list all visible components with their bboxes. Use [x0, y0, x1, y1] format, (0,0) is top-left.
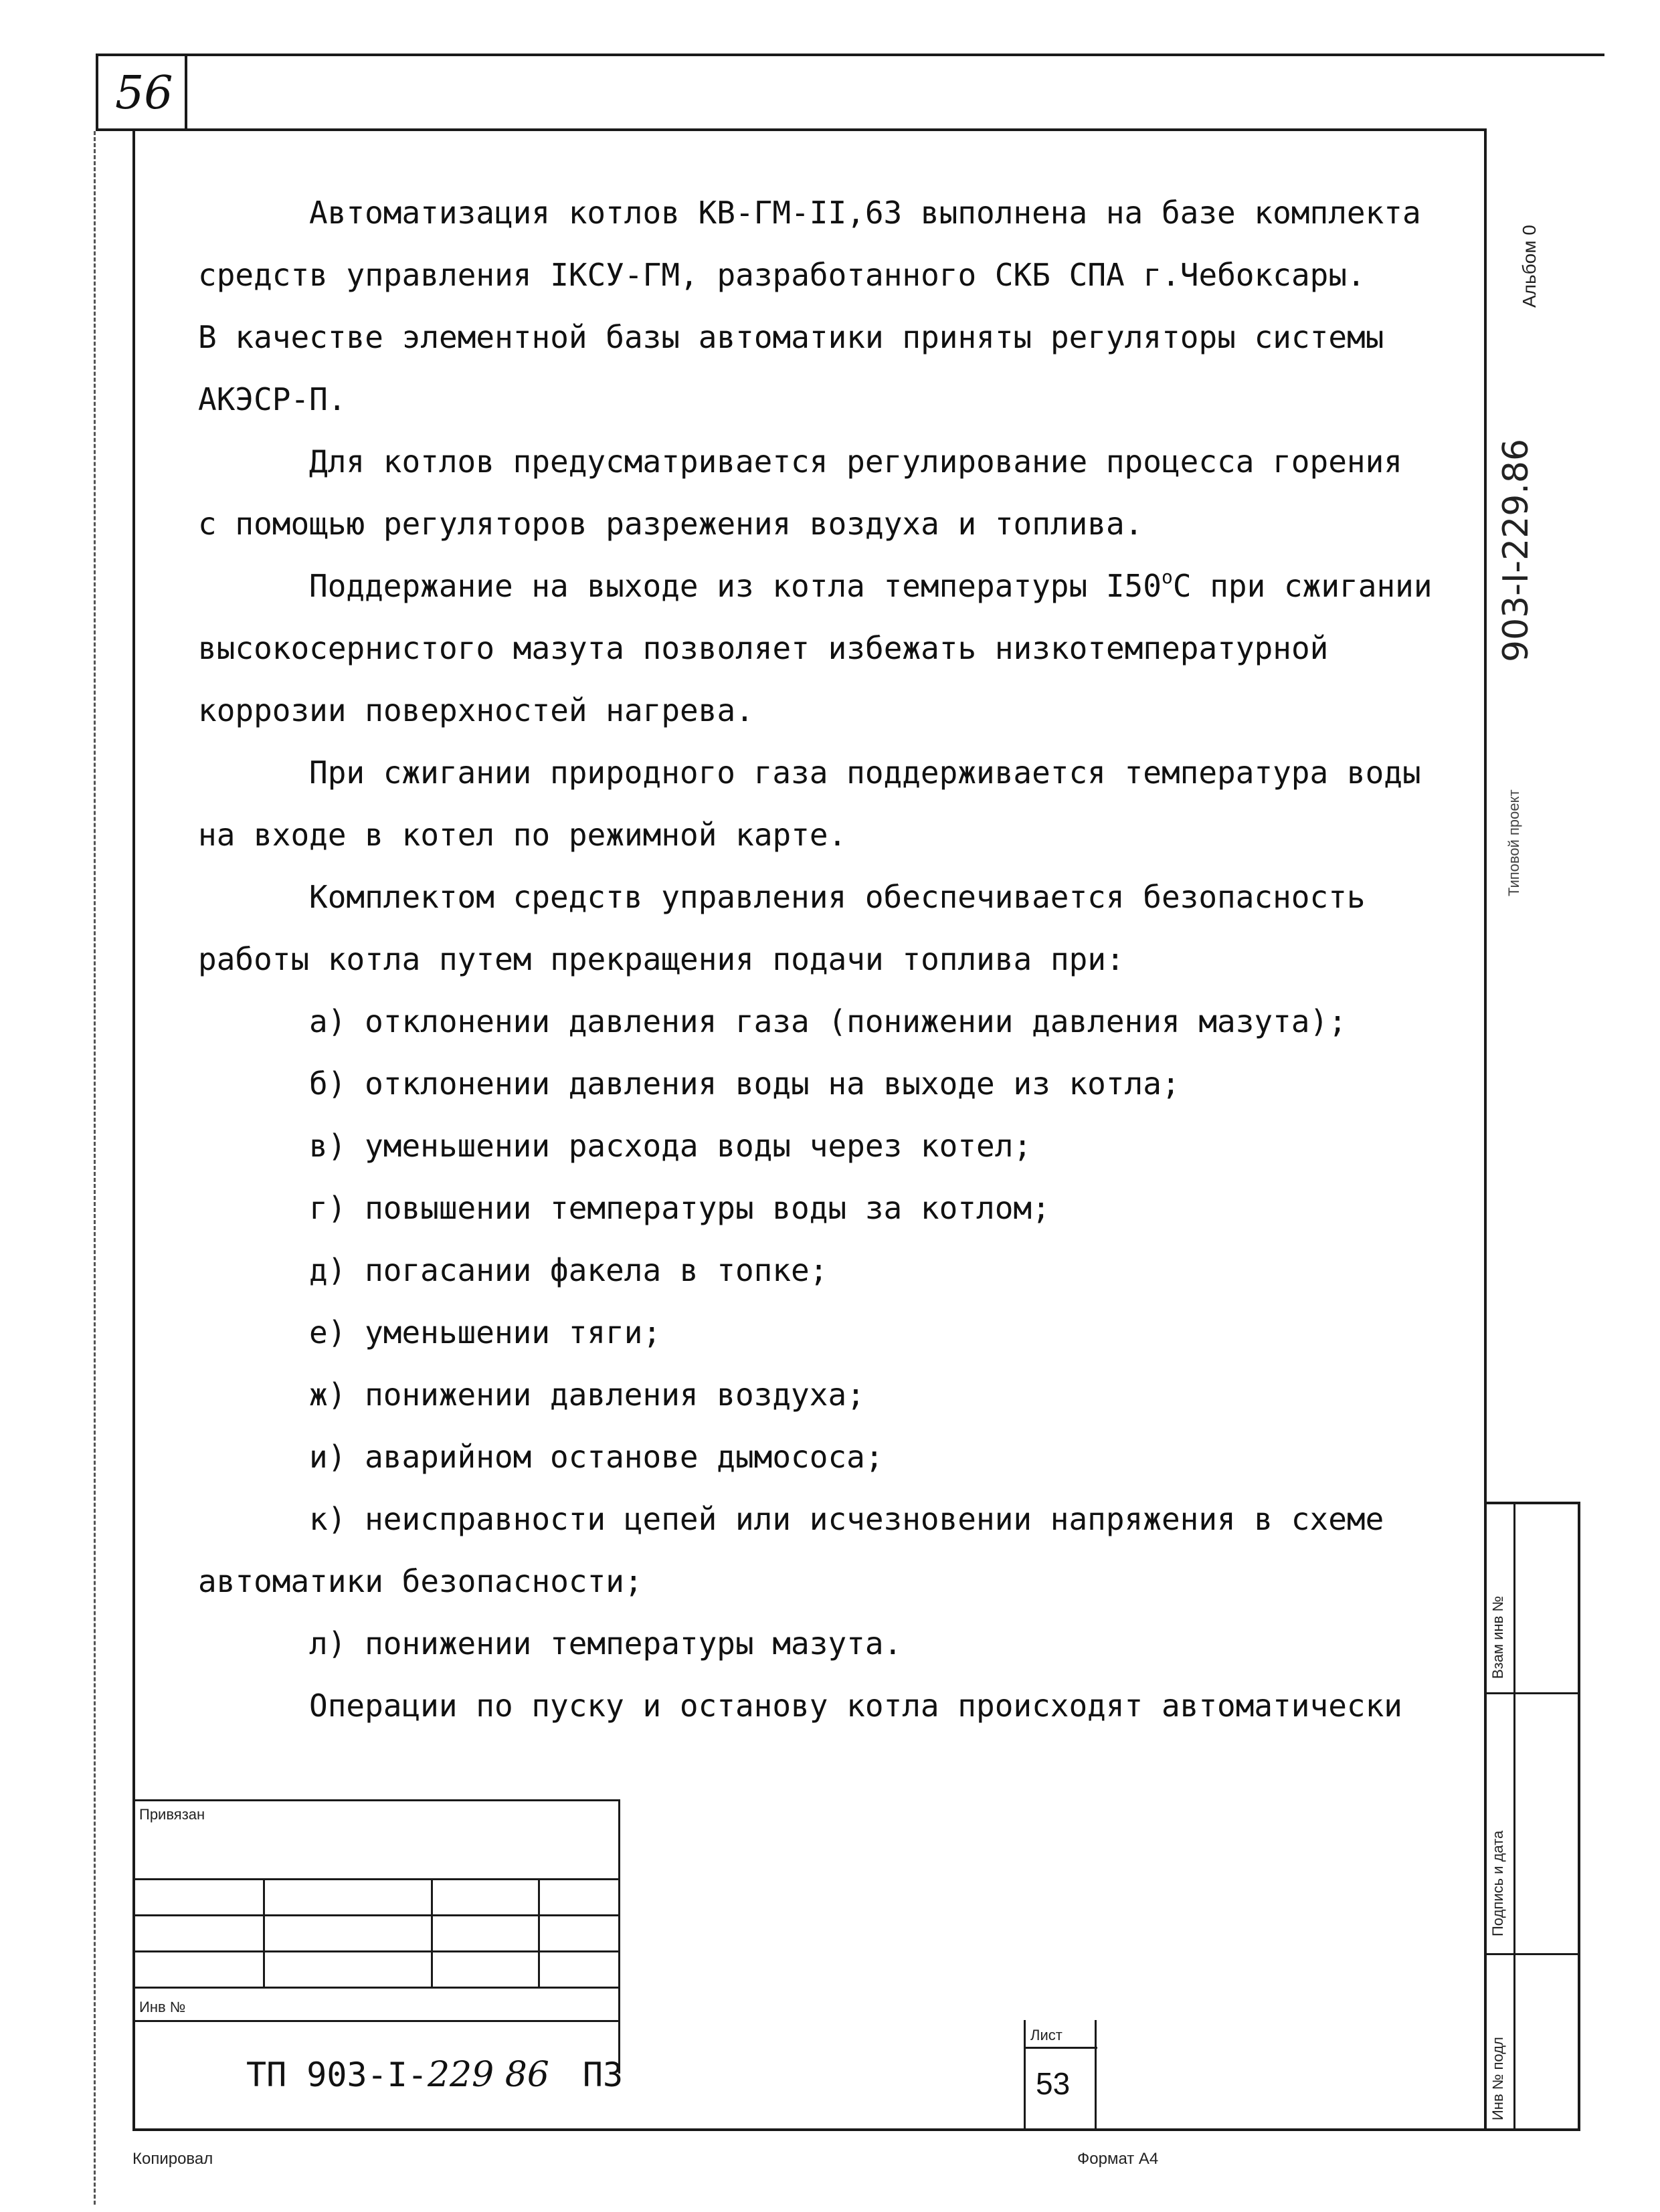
project-prefix-label: Типовой проект [1505, 789, 1522, 896]
bind-table-right [618, 1799, 620, 2074]
frame-inner-top [185, 128, 1486, 131]
bind-table-row-1 [132, 1878, 620, 1880]
body-line-8: высокосернистого мазута позволяет избежать низкотемпературной [198, 630, 1329, 666]
list-item-k: к) неисправности цепей или исчезновении напряжения в схеме [309, 1501, 1384, 1537]
body-line-7 [309, 566, 1433, 604]
sheet-label: Лист [1030, 2027, 1063, 2043]
title-block-divider [1024, 2020, 1026, 2131]
body-line-6: с помощью регуляторов разрежения воздуха и топлива. [198, 506, 1143, 542]
binding-margin-line [94, 131, 96, 2205]
side-stamp-right [1578, 1502, 1580, 2131]
doc-code [246, 2055, 623, 2095]
sheet-number: 53 [1036, 2066, 1071, 2101]
list-item-k-cont: автоматики безопасности; [198, 1563, 643, 1599]
page-number-box-right [185, 54, 187, 130]
page-number-box-left [96, 54, 98, 130]
frame-right-line [1484, 128, 1487, 2131]
body-line-12: Комплектом средств управления обеспечивается безопасность [309, 879, 1366, 915]
project-number-label: 903-I-229.86 [1496, 438, 1536, 662]
doc-code-hand: 229 86 [427, 2055, 549, 2095]
sheet-box-mid [1024, 2047, 1097, 2049]
bind-table-row-5 [132, 2020, 620, 2022]
side-stamp-divider [1513, 1502, 1515, 2131]
bind-table-col-3 [538, 1878, 540, 1987]
body-line-7-head: Поддержание на выходе из котла температуры I50 [309, 568, 1162, 604]
body-line-10: При сжигании природного газа поддерживается температура воды [309, 755, 1421, 791]
side-stamp-row-1 [1484, 1692, 1580, 1694]
bind-table-row-2 [132, 1914, 620, 1916]
format-label: Формат А4 [1077, 2150, 1159, 2168]
bind-table-col-1 [263, 1878, 265, 1987]
list-item-b: б) отклонении давления воды на выходе из котла; [309, 1066, 1180, 1102]
list-item-a: а) отклонении давления газа (понижении давления мазута); [309, 1003, 1347, 1039]
body-line-5: Для котлов предусматривается регулирование процесса горения [309, 443, 1402, 480]
body-line-9: коррозии поверхностей нагрева. [198, 692, 754, 728]
bind-table-row-4 [132, 1987, 620, 1989]
sheet-box-right [1095, 2020, 1097, 2131]
stamp-vzam-inv: Взам инв № [1489, 1595, 1506, 1679]
body-line-4: АКЭСР-П. [198, 381, 347, 417]
body-line-1: Автоматизация котлов КВ-ГМ-II,63 выполнена на базе комплекта [309, 195, 1421, 231]
doc-code-prefix: ТП 903-I- [246, 2055, 428, 2094]
page-number-box-bottom [96, 128, 187, 131]
bind-table-col-2 [431, 1878, 433, 1987]
body-line-11: на входе в котел по режимной карте. [198, 817, 847, 853]
body-line-2: средств управления IКСУ-ГМ, разработанного СКБ СПА г.Чебоксары. [198, 257, 1366, 293]
stamp-inv-podl: Инв № подл [1489, 2037, 1506, 2120]
frame-bottom-line [132, 2128, 1580, 2131]
page-number: 56 [115, 67, 173, 120]
body-line-3: В качестве элементной базы автоматики приняты регуляторы системы [198, 319, 1384, 355]
album-label: Альбом 0 [1519, 225, 1540, 308]
list-item-e: е) уменьшении тяги; [309, 1314, 662, 1350]
body-line-last: Операции по пуску и останову котла происходят автоматически [309, 1688, 1402, 1724]
list-item-zh: ж) понижении давления воздуха; [309, 1377, 865, 1413]
bind-table-row-3 [132, 1950, 620, 1952]
list-item-v: в) уменьшении расхода воды через котел; [309, 1128, 1032, 1164]
frame-left-line [132, 128, 135, 2131]
copied-label: Копировал [132, 2150, 213, 2168]
list-item-i: и) аварийном останове дымососа; [309, 1439, 884, 1475]
body-line-7-tail: C при сжигании [1172, 568, 1433, 604]
side-stamp-row-2 [1484, 1953, 1580, 1955]
inv-no-label: Инв № [139, 1999, 186, 2015]
list-item-d: д) погасании факела в топке; [309, 1252, 828, 1288]
bind-table-top [132, 1799, 620, 1801]
list-item-l: л) понижении температуры мазута. [309, 1625, 903, 1662]
list-item-g: г) повышении температуры воды за котлом; [309, 1190, 1050, 1226]
frame-top-line [96, 54, 1604, 56]
side-stamp-top [1484, 1502, 1580, 1504]
doc-suffix: ПЗ [582, 2055, 624, 2094]
body-line-13: работы котла путем прекращения подачи топлива при: [198, 941, 1125, 977]
privyazan-label: Привязан [139, 1806, 205, 1823]
stamp-podpis-data: Подпись и дата [1489, 1830, 1506, 1936]
degree-sup: o [1161, 566, 1173, 588]
